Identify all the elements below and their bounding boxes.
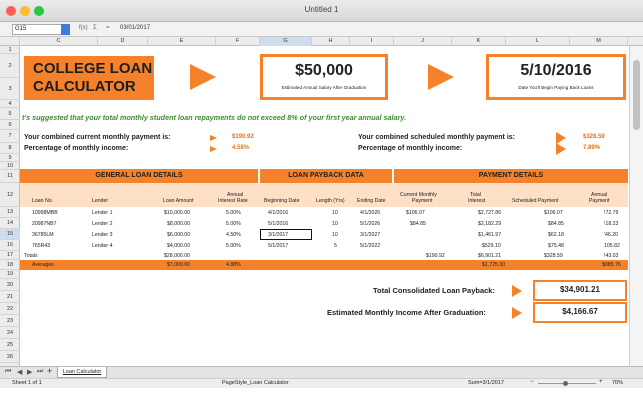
scheduled-pct-value: 7.89% [583, 145, 601, 151]
annual-payment[interactable]: 105.82 [604, 243, 620, 249]
column-header-k[interactable]: K [452, 37, 506, 46]
consolidated-value: $34,901.21 [533, 280, 627, 301]
formula-icon[interactable]: = [106, 25, 110, 31]
col-annual-payment-1: Annual [591, 192, 608, 198]
table-row [20, 218, 628, 229]
column-header-c[interactable]: C [20, 37, 98, 46]
calculator-title [24, 56, 154, 100]
total-interest[interactable]: $1,461.97 [478, 232, 502, 238]
current-payment[interactable]: $106.07 [406, 210, 425, 216]
scheduled-pct-label: Percentage of monthly income: [358, 145, 463, 152]
payback-date-label: Date You'll Begin Paying Back Loans [518, 85, 594, 90]
row-header-11[interactable]: 11 [0, 170, 20, 183]
col-interest: Interest [468, 198, 486, 204]
row-header-18[interactable]: 18 [0, 260, 20, 270]
scrollbar-thumb[interactable] [633, 60, 640, 130]
col-scheduled-payment: Scheduled Payment [512, 198, 559, 204]
scheduled-payment-label: Your combined scheduled monthly payment is: [358, 134, 516, 141]
row-header-12[interactable]: 12 [0, 183, 20, 207]
col-beginning-date: Beginning Date [264, 198, 300, 204]
ending-date[interactable]: 5/1/2022 [360, 243, 381, 249]
loan-table [20, 207, 628, 251]
suggestion-text: t's suggested that your total monthly student loan repayments do not exceed 8% of your first year annual salary. [22, 113, 407, 122]
averages-label: Averages [32, 262, 54, 268]
row-header-16[interactable]: 16 [0, 240, 20, 251]
first-sheet-icon[interactable]: ⏮ [5, 368, 12, 375]
loan-no[interactable]: 20987NB7 [32, 221, 57, 227]
scheduled-payment[interactable]: $62.18 [548, 232, 564, 238]
zoom-slider-handle[interactable] [563, 381, 568, 386]
name-box[interactable]: G15 [12, 24, 70, 35]
loan-amount[interactable]: $10,000.00 [164, 210, 190, 216]
payment-details-header: PAYMENT DETAILS [394, 169, 628, 183]
row-header-20[interactable]: 20 [0, 279, 20, 291]
total-interest[interactable]: $529.10 [482, 243, 501, 249]
table-row [20, 229, 628, 240]
annual-payment[interactable]: '46.20 [604, 232, 618, 238]
column-header-h[interactable]: H [312, 37, 350, 46]
sheet-tab-bar [0, 366, 643, 378]
col-current-monthly: Current Monthly [400, 192, 437, 198]
row-header-17[interactable]: 17 [0, 251, 20, 260]
select-all-corner[interactable] [0, 37, 20, 46]
row-header-5[interactable]: 5 [0, 108, 20, 120]
sheet-tab-loan-calculator[interactable]: Loan Calculator [57, 367, 107, 378]
monthly-income-label: Estimated Monthly Income After Graduation: [327, 308, 486, 317]
current-pct-label: Percentage of monthly income: [24, 145, 129, 152]
row-header-15[interactable]: 15 [0, 229, 20, 240]
col-length: Length (Yrs) [316, 198, 345, 204]
row-header-3[interactable]: 3 [0, 78, 20, 100]
totals-annual[interactable]: !43.03 [604, 253, 619, 259]
column-header-l[interactable]: L [506, 37, 570, 46]
zoom-level[interactable]: 70% [612, 380, 624, 386]
row-header [0, 46, 20, 366]
row-header-4[interactable]: 4 [0, 100, 20, 108]
arrow-right-icon [512, 285, 522, 297]
column-header-e[interactable]: E [148, 37, 216, 46]
row-header-23[interactable]: 23 [0, 315, 20, 327]
loan-no[interactable]: 765R43 [32, 243, 51, 249]
row-header-25[interactable]: 25 [0, 339, 20, 351]
length[interactable]: 10 [332, 232, 338, 238]
consolidated-label: Total Consolidated Loan Payback: [373, 286, 495, 295]
title-bar [0, 0, 643, 22]
scheduled-payment-value: $328.59 [583, 134, 605, 140]
name-box-dropdown-icon[interactable] [61, 24, 70, 35]
interest-rate[interactable]: 5.00% [226, 210, 241, 216]
interest-rate[interactable]: 5.00% [226, 221, 241, 227]
row-header-1[interactable]: 1 [0, 46, 20, 54]
scheduled-payment[interactable]: $75.48 [548, 243, 564, 249]
col-annual-payment-2: Payment [589, 198, 610, 204]
lender[interactable]: Lender 4 [92, 243, 113, 249]
monthly-income-value: $4,166.67 [533, 302, 627, 323]
total-interest[interactable]: $2,182.29 [478, 221, 502, 227]
column-header-d[interactable]: D [98, 37, 148, 46]
sheet-count: Sheet 1 of 1 [12, 380, 42, 386]
row-header-9[interactable]: 9 [0, 154, 20, 162]
averages-annual[interactable]: $985.76 [602, 262, 621, 268]
loan-amount[interactable]: $8,000.00 [167, 221, 191, 227]
totals-row [20, 251, 628, 260]
row-header-21[interactable]: 21 [0, 291, 20, 303]
col-interest-rate: Interest Rate [218, 198, 248, 204]
ending-date[interactable]: 4/1/2026 [360, 210, 381, 216]
status-bar [0, 378, 643, 388]
row-header-2[interactable]: 2 [0, 54, 20, 78]
totals-amount[interactable]: $28,000.00 [164, 253, 190, 259]
interest-rate[interactable]: 5.00% [226, 243, 241, 249]
length[interactable]: 10 [332, 210, 338, 216]
column-header-g[interactable]: G [260, 37, 312, 46]
column-header-m[interactable]: M [570, 37, 628, 46]
row-header-14[interactable]: 14 [0, 218, 20, 229]
payback-date-box [486, 54, 626, 100]
col-loan-amount: Loan Amount [163, 198, 194, 204]
row-header-24[interactable]: 24 [0, 327, 20, 339]
arrow-right-icon [512, 307, 522, 319]
row-header-6[interactable]: 6 [0, 120, 20, 130]
arrow-right-icon [428, 64, 454, 90]
col-total: Total [470, 192, 481, 198]
length[interactable]: 5 [334, 243, 337, 249]
totals-interest[interactable]: $6,901.21 [478, 253, 502, 259]
beginning-date[interactable]: 5/1/2017 [268, 243, 289, 249]
loan-no[interactable]: 10998MBB [32, 210, 58, 216]
totals-label: Totals [24, 253, 38, 259]
row-header-10[interactable]: 10 [0, 162, 20, 170]
lender[interactable]: Lender 1 [92, 210, 113, 216]
salary-label: Estimated Annual Salary After Graduation [281, 85, 367, 90]
ending-date[interactable]: 3/1/2027 [360, 232, 381, 238]
next-sheet-icon[interactable]: ▶ [27, 369, 33, 376]
prev-sheet-icon[interactable]: ◀ [17, 369, 23, 376]
table-row [20, 207, 628, 218]
scheduled-payment[interactable]: $106.07 [544, 210, 563, 216]
col-annual: Annual [227, 192, 244, 198]
current-payment[interactable]: $84.85 [410, 221, 426, 227]
totals-current[interactable]: $190.92 [426, 253, 445, 259]
interest-rate[interactable]: 4.50% [226, 232, 241, 238]
ending-date[interactable]: 5/1/2026 [360, 221, 381, 227]
column-header-f[interactable]: F [216, 37, 260, 46]
row-header-13[interactable]: 13 [0, 207, 20, 218]
scheduled-payment[interactable]: $84.85 [548, 221, 564, 227]
current-payment-value: $190.92 [232, 134, 254, 140]
arrow-right-icon [556, 143, 566, 155]
averages-interest[interactable]: $1,725.30 [482, 262, 506, 268]
length[interactable]: 10 [332, 221, 338, 227]
row-header-8[interactable]: 8 [0, 143, 20, 154]
page-style: PageStyle_Loan Calculator [222, 380, 289, 386]
averages-rate[interactable]: 4.88% [226, 262, 241, 268]
formula-bar [0, 22, 643, 37]
loan-amount[interactable]: $6,000.00 [167, 232, 191, 238]
sum-icon[interactable]: Σ [93, 25, 97, 31]
total-interest[interactable]: $2,727.86 [478, 210, 502, 216]
column-header-j[interactable]: J [394, 37, 452, 46]
lender[interactable]: Lender 2 [92, 221, 113, 227]
formula-input[interactable]: 03/01/2017 [120, 25, 151, 31]
annual-payment[interactable]: !72.79 [604, 210, 619, 216]
zoom-in-icon[interactable]: + [599, 379, 603, 385]
row-header-26[interactable]: 26 [0, 351, 20, 363]
arrow-right-icon [210, 146, 217, 152]
loan-no[interactable]: 36785LM [32, 232, 54, 238]
row-header-19[interactable]: 19 [0, 270, 20, 279]
beginning-date[interactable]: 4/1/2016 [268, 210, 289, 216]
col-lender: Lender [92, 198, 109, 204]
totals-scheduled[interactable]: $328.59 [544, 253, 563, 259]
title-line-2: CALCULATOR [33, 78, 136, 95]
loan-payback-data-header: LOAN PAYBACK DATA [260, 169, 392, 183]
selection-sum: Sum=3/1/2017 [468, 380, 504, 386]
row-header-22[interactable]: 22 [0, 303, 20, 315]
current-pct-value: 4.58% [232, 145, 250, 151]
window-title: Untitled 1 [304, 5, 339, 14]
lender[interactable]: Lender 3 [92, 232, 113, 238]
add-sheet-icon[interactable]: + [47, 366, 53, 376]
vertical-scrollbar[interactable] [629, 46, 643, 366]
beginning-date[interactable]: 3/1/2017 [268, 232, 289, 238]
row-header-7[interactable]: 7 [0, 130, 20, 143]
column-header [0, 37, 643, 46]
title-line-1: COLLEGE LOAN [33, 60, 153, 77]
table-row [20, 240, 628, 251]
salary-value: $50,000 [295, 62, 353, 79]
annual-payment[interactable]: !18.23 [604, 221, 619, 227]
col-ending-date: Ending Date [357, 198, 386, 204]
last-sheet-icon[interactable]: ⏭ [37, 368, 44, 375]
beginning-date[interactable]: 5/1/2016 [268, 221, 289, 227]
arrow-right-icon [190, 64, 216, 90]
col-loan-no: Loan No. [32, 198, 54, 204]
arrow-right-icon [210, 135, 217, 141]
col-payment: Payment [412, 198, 433, 204]
averages-amount[interactable]: $7,000.00 [167, 262, 191, 268]
payback-date-value: 5/10/2016 [520, 62, 592, 79]
averages-row [20, 260, 628, 270]
loan-amount[interactable]: $4,000.00 [167, 243, 191, 249]
desktop-margin [0, 388, 643, 402]
function-wizard-icon[interactable]: f(x) [79, 25, 88, 31]
salary-box [260, 54, 388, 100]
column-header-i[interactable]: I [350, 37, 394, 46]
zoom-out-icon[interactable]: − [530, 379, 534, 385]
general-loan-details-header: GENERAL LOAN DETAILS [20, 169, 258, 183]
current-payment-label: Your combined current monthly payment is: [24, 134, 171, 141]
